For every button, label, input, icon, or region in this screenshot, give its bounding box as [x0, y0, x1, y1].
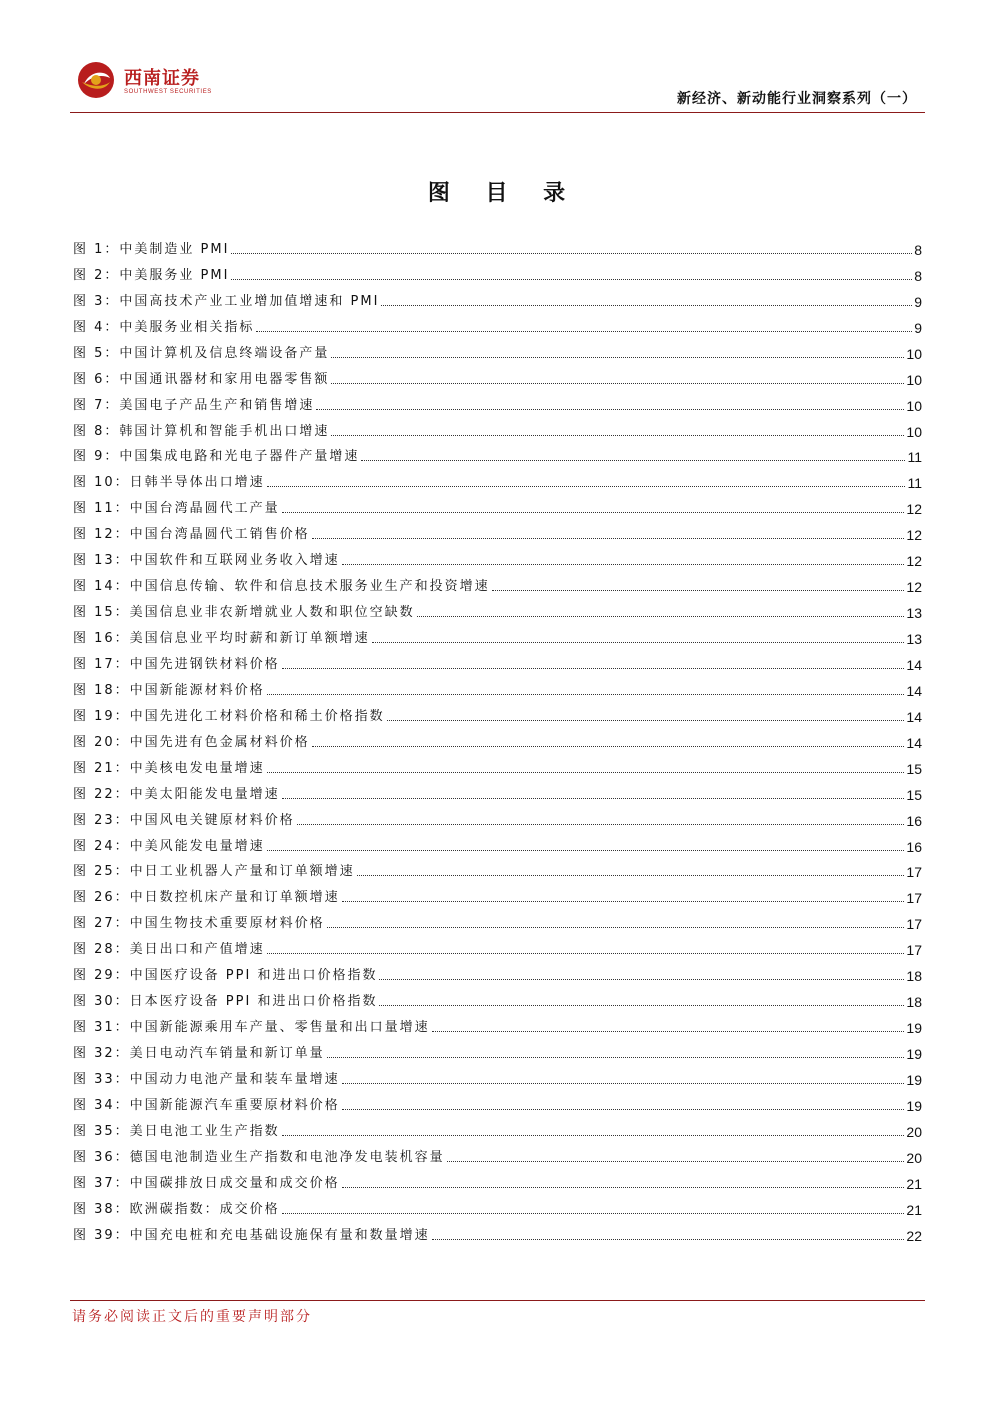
- toc-entry[interactable]: [73, 830, 922, 856]
- toc-dot-leader: [312, 537, 905, 539]
- toc-entry-page: 14: [906, 682, 922, 699]
- toc-entry-page: 21: [906, 1201, 922, 1218]
- toc-entry-label: 图 34：中国新能源汽车重要原材料价格: [73, 1097, 340, 1113]
- toc-entry[interactable]: [73, 985, 922, 1011]
- toc-dot-leader: [267, 485, 906, 487]
- toc-entry-label: 图 15：美国信息业非农新增就业人数和职位空缺数: [73, 605, 415, 621]
- toc-dot-leader: [342, 1186, 905, 1188]
- toc-entry-page: 14: [906, 708, 922, 725]
- figure-list: [73, 233, 922, 1245]
- toc-dot-leader: [267, 771, 905, 773]
- toc-entry[interactable]: [73, 492, 922, 518]
- toc-entry[interactable]: [73, 1011, 922, 1037]
- toc-entry-page: 9: [914, 319, 922, 336]
- toc-entry-page: 11: [907, 449, 922, 466]
- toc-entry[interactable]: [73, 726, 922, 752]
- toc-entry-label: 图 13：中国软件和互联网业务收入增速: [73, 553, 340, 569]
- toc-entry-page: 12: [906, 553, 922, 570]
- toc-entry-label: 图 1：中美制造业 PMI: [73, 241, 230, 257]
- toc-dot-leader: [316, 408, 904, 410]
- toc-entry[interactable]: [73, 441, 922, 467]
- toc-entry[interactable]: [73, 596, 922, 622]
- company-logo: [76, 60, 226, 100]
- toc-entry-label: 图 8：韩国计算机和智能手机出口增速: [73, 423, 330, 439]
- toc-dot-leader: [282, 1212, 905, 1214]
- toc-dot-leader: [331, 382, 904, 384]
- toc-dot-leader: [492, 589, 905, 591]
- toc-entry-label: 图 4：中美服务业相关指标: [73, 319, 255, 335]
- toc-entry-label: 图 28：美日出口和产值增速: [73, 942, 265, 958]
- toc-entry[interactable]: [73, 285, 922, 311]
- toc-entry[interactable]: [73, 804, 922, 830]
- toc-entry[interactable]: [73, 648, 922, 674]
- toc-entry[interactable]: [73, 570, 922, 596]
- toc-entry-page: 13: [906, 605, 922, 622]
- page-footer: [70, 1300, 925, 1325]
- toc-entry-label: 图 25：中日工业机器人产量和订单额增速: [73, 864, 355, 880]
- toc-dot-leader: [282, 1134, 905, 1136]
- toc-dot-leader: [267, 952, 905, 954]
- toc-entry-page: 20: [906, 1123, 922, 1140]
- toc-dot-leader: [361, 459, 905, 461]
- toc-entry-page: 13: [906, 631, 922, 647]
- toc-dot-leader: [372, 641, 905, 643]
- toc-entry-label: 图 6：中国通讯器材和家用电器零售额: [73, 371, 330, 387]
- toc-dot-leader: [379, 978, 904, 980]
- toc-entry-page: 19: [906, 1046, 922, 1062]
- toc-entry-label: 图 19：中国先进化工材料价格和稀土价格指数: [73, 708, 385, 724]
- toc-entry[interactable]: [73, 1063, 922, 1089]
- toc-dot-leader: [231, 252, 912, 254]
- toc-entry-page: 12: [906, 527, 922, 544]
- toc-entry[interactable]: [73, 337, 922, 363]
- toc-entry[interactable]: [73, 1089, 922, 1115]
- toc-entry[interactable]: [73, 959, 922, 985]
- toc-entry-label: 图 27：中国生物技术重要原材料价格: [73, 916, 325, 932]
- toc-dot-leader: [327, 926, 905, 928]
- toc-dot-leader: [342, 1082, 905, 1084]
- toc-entry-label: 图 14：中国信息传输、软件和信息技术服务业生产和投资增速: [73, 579, 490, 595]
- toc-entry[interactable]: [73, 752, 922, 778]
- toc-dot-leader: [256, 330, 912, 332]
- toc-entry-label: 图 18：中国新能源材料价格: [73, 682, 265, 698]
- toc-entry-label: 图 33：中国动力电池产量和装车量增速: [73, 1071, 340, 1087]
- toc-dot-leader: [432, 1030, 905, 1032]
- toc-dot-leader: [342, 900, 905, 902]
- toc-entry[interactable]: [73, 881, 922, 907]
- toc-entry-label: 图 38：欧洲碳指数：成交价格: [73, 1201, 280, 1217]
- toc-entry-page: 17: [906, 864, 922, 881]
- toc-entry-label: 图 16：美国信息业平均时薪和新订单额增速: [73, 631, 370, 646]
- toc-dot-leader: [342, 563, 905, 565]
- toc-entry-page: 22: [906, 1227, 922, 1244]
- toc-entry-label: 图 2：中美服务业 PMI: [73, 267, 230, 283]
- toc-dot-leader: [331, 434, 904, 436]
- toc-entry[interactable]: [73, 856, 922, 882]
- toc-entry-page: 12: [906, 501, 922, 518]
- toc-dot-leader: [282, 797, 905, 799]
- page-title: 图 目 录: [427, 181, 580, 206]
- toc-entry[interactable]: [73, 674, 922, 700]
- toc-entry-page: 10: [906, 371, 922, 388]
- toc-entry-page: 10: [906, 423, 922, 440]
- toc-dot-leader: [357, 874, 905, 876]
- toc-entry-page: 20: [906, 1149, 922, 1166]
- toc-dot-leader: [387, 719, 905, 721]
- toc-entry[interactable]: [73, 700, 922, 726]
- toc-entry[interactable]: [73, 622, 922, 648]
- toc-entry[interactable]: [73, 233, 922, 259]
- toc-entry-label: 图 12：中国台湾晶圆代工销售价格: [73, 527, 310, 543]
- toc-entry-page: 17: [906, 916, 922, 933]
- toc-entry-page: 18: [906, 994, 922, 1011]
- toc-entry[interactable]: [73, 1167, 922, 1193]
- toc-entry-page: 16: [906, 838, 922, 855]
- toc-dot-leader: [432, 1238, 905, 1240]
- toc-dot-leader: [312, 745, 905, 747]
- toc-entry[interactable]: [73, 518, 922, 544]
- toc-entry-page: 19: [906, 1097, 922, 1114]
- toc-dot-leader: [267, 693, 905, 695]
- toc-entry-page: 19: [906, 1071, 922, 1088]
- toc-dot-leader: [381, 304, 912, 306]
- toc-entry[interactable]: [73, 1219, 922, 1245]
- toc-entry-page: 21: [906, 1175, 922, 1192]
- toc-dot-leader: [282, 511, 905, 513]
- toc-entry[interactable]: [73, 466, 922, 492]
- toc-dot-leader: [327, 1056, 905, 1058]
- report-series-title: 新经济、新动能行业洞察系列（一）: [677, 91, 917, 107]
- toc-entry-page: 11: [907, 475, 922, 492]
- logo-chinese-name: 西南证券: [124, 68, 200, 89]
- toc-entry-label: 图 3：中国高技术产业工业增加值增速和 PMI: [73, 293, 380, 309]
- toc-entry-label: 图 22：中美太阳能发电量增速: [73, 786, 280, 802]
- toc-entry-page: 9: [914, 293, 922, 310]
- toc-entry-page: 10: [906, 345, 922, 362]
- toc-entry[interactable]: [73, 1141, 922, 1167]
- toc-entry-page: 18: [906, 968, 922, 985]
- toc-entry-label: 图 31：中国新能源乘用车产量、零售量和出口量增速: [73, 1020, 430, 1036]
- toc-entry-label: 图 26：中日数控机床产量和订单额增速: [73, 890, 340, 906]
- toc-entry-label: 图 5：中国计算机及信息终端设备产量: [73, 345, 330, 361]
- toc-entry[interactable]: [73, 1193, 922, 1219]
- toc-dot-leader: [231, 278, 912, 280]
- logo-mark-icon: [76, 60, 116, 100]
- toc-dot-leader: [342, 1108, 905, 1110]
- toc-entry-label: 图 17：中国先进钢铁材料价格: [73, 656, 280, 672]
- toc-entry-label: 图 39：中国充电桩和充电基础设施保有量和数量增速: [73, 1227, 430, 1243]
- toc-entry-page: 8: [914, 241, 922, 258]
- toc-entry-label: 图 7：美国电子产品生产和销售增速: [73, 397, 315, 413]
- toc-dot-leader: [447, 1160, 905, 1162]
- toc-entry[interactable]: [73, 544, 922, 570]
- toc-entry-label: 图 37：中国碳排放日成交量和成交价格: [73, 1175, 340, 1191]
- toc-entry-label: 图 9：中国集成电路和光电子器件产量增速: [73, 449, 360, 465]
- disclaimer-text: 请务必阅读正文后的重要声明部分: [72, 1309, 312, 1325]
- toc-entry-page: 15: [906, 760, 922, 777]
- toc-entry-page: 15: [906, 786, 922, 803]
- toc-entry[interactable]: [73, 778, 922, 804]
- toc-entry-label: 图 36：德国电池制造业生产指数和电池净发电装机容量: [73, 1149, 445, 1165]
- toc-entry-label: 图 32：美日电动汽车销量和新订单量: [73, 1046, 325, 1061]
- toc-entry-label: 图 35：美日电池工业生产指数: [73, 1123, 280, 1139]
- toc-entry-label: 图 24：中美风能发电量增速: [73, 838, 265, 854]
- toc-dot-leader: [282, 667, 905, 669]
- page-header: [70, 58, 925, 113]
- toc-dot-leader: [331, 356, 904, 358]
- toc-entry[interactable]: [73, 259, 922, 285]
- toc-entry[interactable]: [73, 933, 922, 959]
- toc-dot-leader: [379, 1004, 904, 1006]
- toc-entry-page: 12: [906, 579, 922, 596]
- toc-entry-label: 图 23：中国风电关键原材料价格: [73, 812, 295, 828]
- toc-entry[interactable]: [73, 415, 922, 441]
- toc-entry-label: 图 30：日本医疗设备 PPI 和进出口价格指数: [73, 994, 378, 1010]
- toc-entry-page: 14: [906, 656, 922, 673]
- toc-entry-page: 16: [906, 812, 922, 829]
- toc-dot-leader: [417, 615, 905, 617]
- toc-entry[interactable]: [73, 389, 922, 415]
- toc-entry[interactable]: [73, 363, 922, 389]
- toc-entry-label: 图 11：中国台湾晶圆代工产量: [73, 501, 280, 517]
- toc-entry[interactable]: [73, 311, 922, 337]
- toc-entry[interactable]: [73, 907, 922, 933]
- logo-english-name: SOUTHWEST SECURITIES: [124, 89, 212, 95]
- toc-entry[interactable]: [73, 1115, 922, 1141]
- toc-entry-page: 8: [914, 267, 922, 284]
- toc-entry-page: 17: [906, 942, 922, 959]
- toc-entry-page: 19: [906, 1020, 922, 1037]
- toc-entry-page: 10: [906, 397, 922, 414]
- toc-entry-label: 图 20：中国先进有色金属材料价格: [73, 734, 310, 750]
- toc-entry[interactable]: [73, 1037, 922, 1063]
- toc-entry-label: 图 21：中美核电发电量增速: [73, 760, 265, 776]
- toc-entry-label: 图 10：日韩半导体出口增速: [73, 475, 265, 491]
- toc-entry-page: 17: [906, 890, 922, 907]
- toc-entry-page: 14: [906, 734, 922, 751]
- toc-dot-leader: [267, 849, 905, 851]
- toc-dot-leader: [297, 823, 905, 825]
- toc-entry-label: 图 29：中国医疗设备 PPI 和进出口价格指数: [73, 968, 378, 984]
